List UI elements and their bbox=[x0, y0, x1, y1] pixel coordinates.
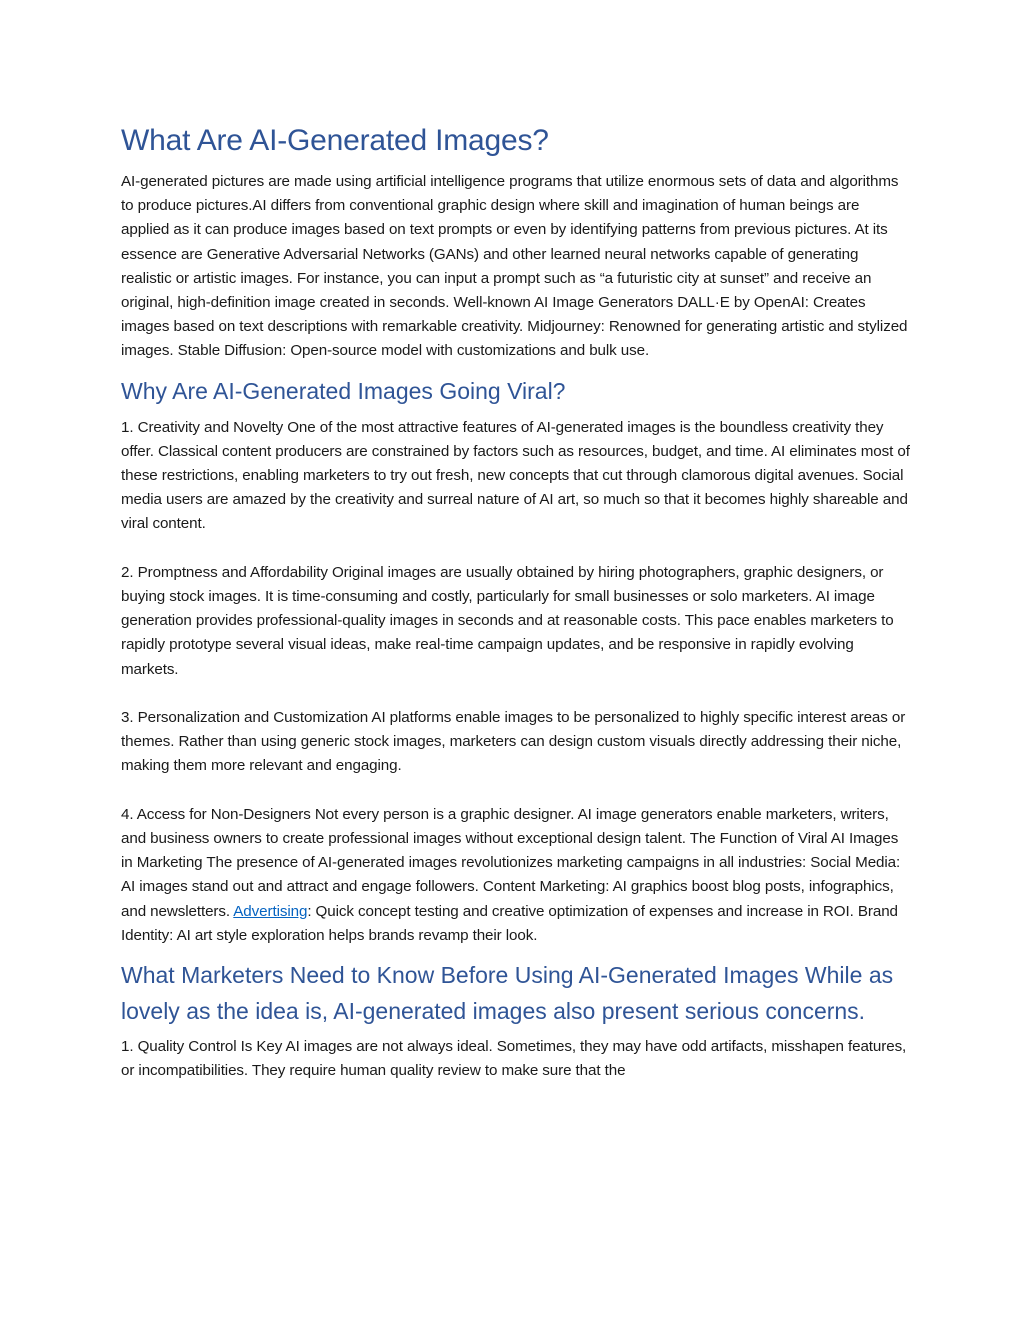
quality-control-paragraph: 1. Quality Control Is Key AI images are not always ideal. Sometimes, they may have odd artifacts, misshapen features, or incompatibilities. They require human quality review to make sure that the bbox=[121, 1038, 907, 1080]
point-access-text: 4. Access for Non-Designers Not every person is a graphic designer. AI image generators enable marketers, writers, and business owners to create professional images without exceptional design talent. The Function of Viral AI Images in Marketing The presence of AI-generated images revolutionizes marketing campaigns in all industries: Social Media: AI images stand out and attract and engage followers. Content Marketing: AI graphics boost blog posts, infographics, and newsletters. bbox=[121, 805, 901, 920]
paragraph-spacer bbox=[121, 779, 911, 803]
paragraph-spacer bbox=[121, 682, 911, 706]
section-heading-marketers: What Marketers Need to Know Before Using AI-Generated Images While as lovely as the idea is, AI-generated images also present serious concerns. bbox=[121, 962, 894, 1024]
intro-paragraph: AI-generated pictures are made using artificial intelligence programs that utilize enormous sets of data and algorithms to produce pictures.AI differs from conventional graphic design where skill and imagination of human beings are applied as it can produce images based on text prompts or even by identifying patterns from previous pictures. At its essence are Generative Adversarial Networks (GANs) and other learned neural networks capable of generating realistic or artistic images. For instance, you can input a prompt such as “a futuristic city at sunset” and receive an original, high-definition image created in seconds. Well-known AI Image Generators DALL·E by OpenAI: Creates images based on text descriptions with remarkable creativity. Midjourney: Renowned for generating artistic and stylized images. Stable Diffusion: Open-source model with customizations and bulk use. bbox=[121, 173, 908, 360]
point-personalization: 3. Personalization and Customization AI platforms enable images to be personalized to highly specific interest areas or themes. Rather than using generic stock images, marketers can design custom visuals directly addressing their niche, making them more relevant and engaging. bbox=[121, 709, 906, 775]
point-access bbox=[121, 803, 911, 948]
page-title: What Are AI-Generated Images? bbox=[121, 124, 549, 157]
paragraph-spacer bbox=[121, 537, 911, 561]
point-affordability: 2. Promptness and Affordability Original images are usually obtained by hiring photographers, graphic designers, or buying stock images. It is time-consuming and costly, particularly for small businesses or solo marketers. AI image generation provides professional-quality images in seconds and at reasonable costs. This pace enables marketers to rapidly prototype several visual ideas, make real-time campaign updates, and be responsive in rapidly evolving markets. bbox=[121, 563, 894, 678]
document-page bbox=[121, 118, 911, 1083]
advertising-link[interactable]: Advertising bbox=[233, 902, 308, 920]
section-heading-viral: Why Are AI-Generated Images Going Viral? bbox=[121, 377, 566, 404]
point-access-text-end: : Quick concept testing and creative optimization of expenses and increase in ROI. Brand Identity: AI art style exploration helps brands revamp their look. bbox=[121, 902, 898, 944]
point-creativity: 1. Creativity and Novelty One of the most attractive features of AI-generated images is the boundless creativity they offer. Classical content producers are constrained by factors such as resources, budget, and time. AI eliminates most of these restrictions, enabling marketers to try out fresh, new concepts that cut through clamorous digital avenues. Social media users are amazed by the creativity and surreal nature of AI art, so much so that it becomes highly shareable and viral content. bbox=[121, 418, 910, 533]
